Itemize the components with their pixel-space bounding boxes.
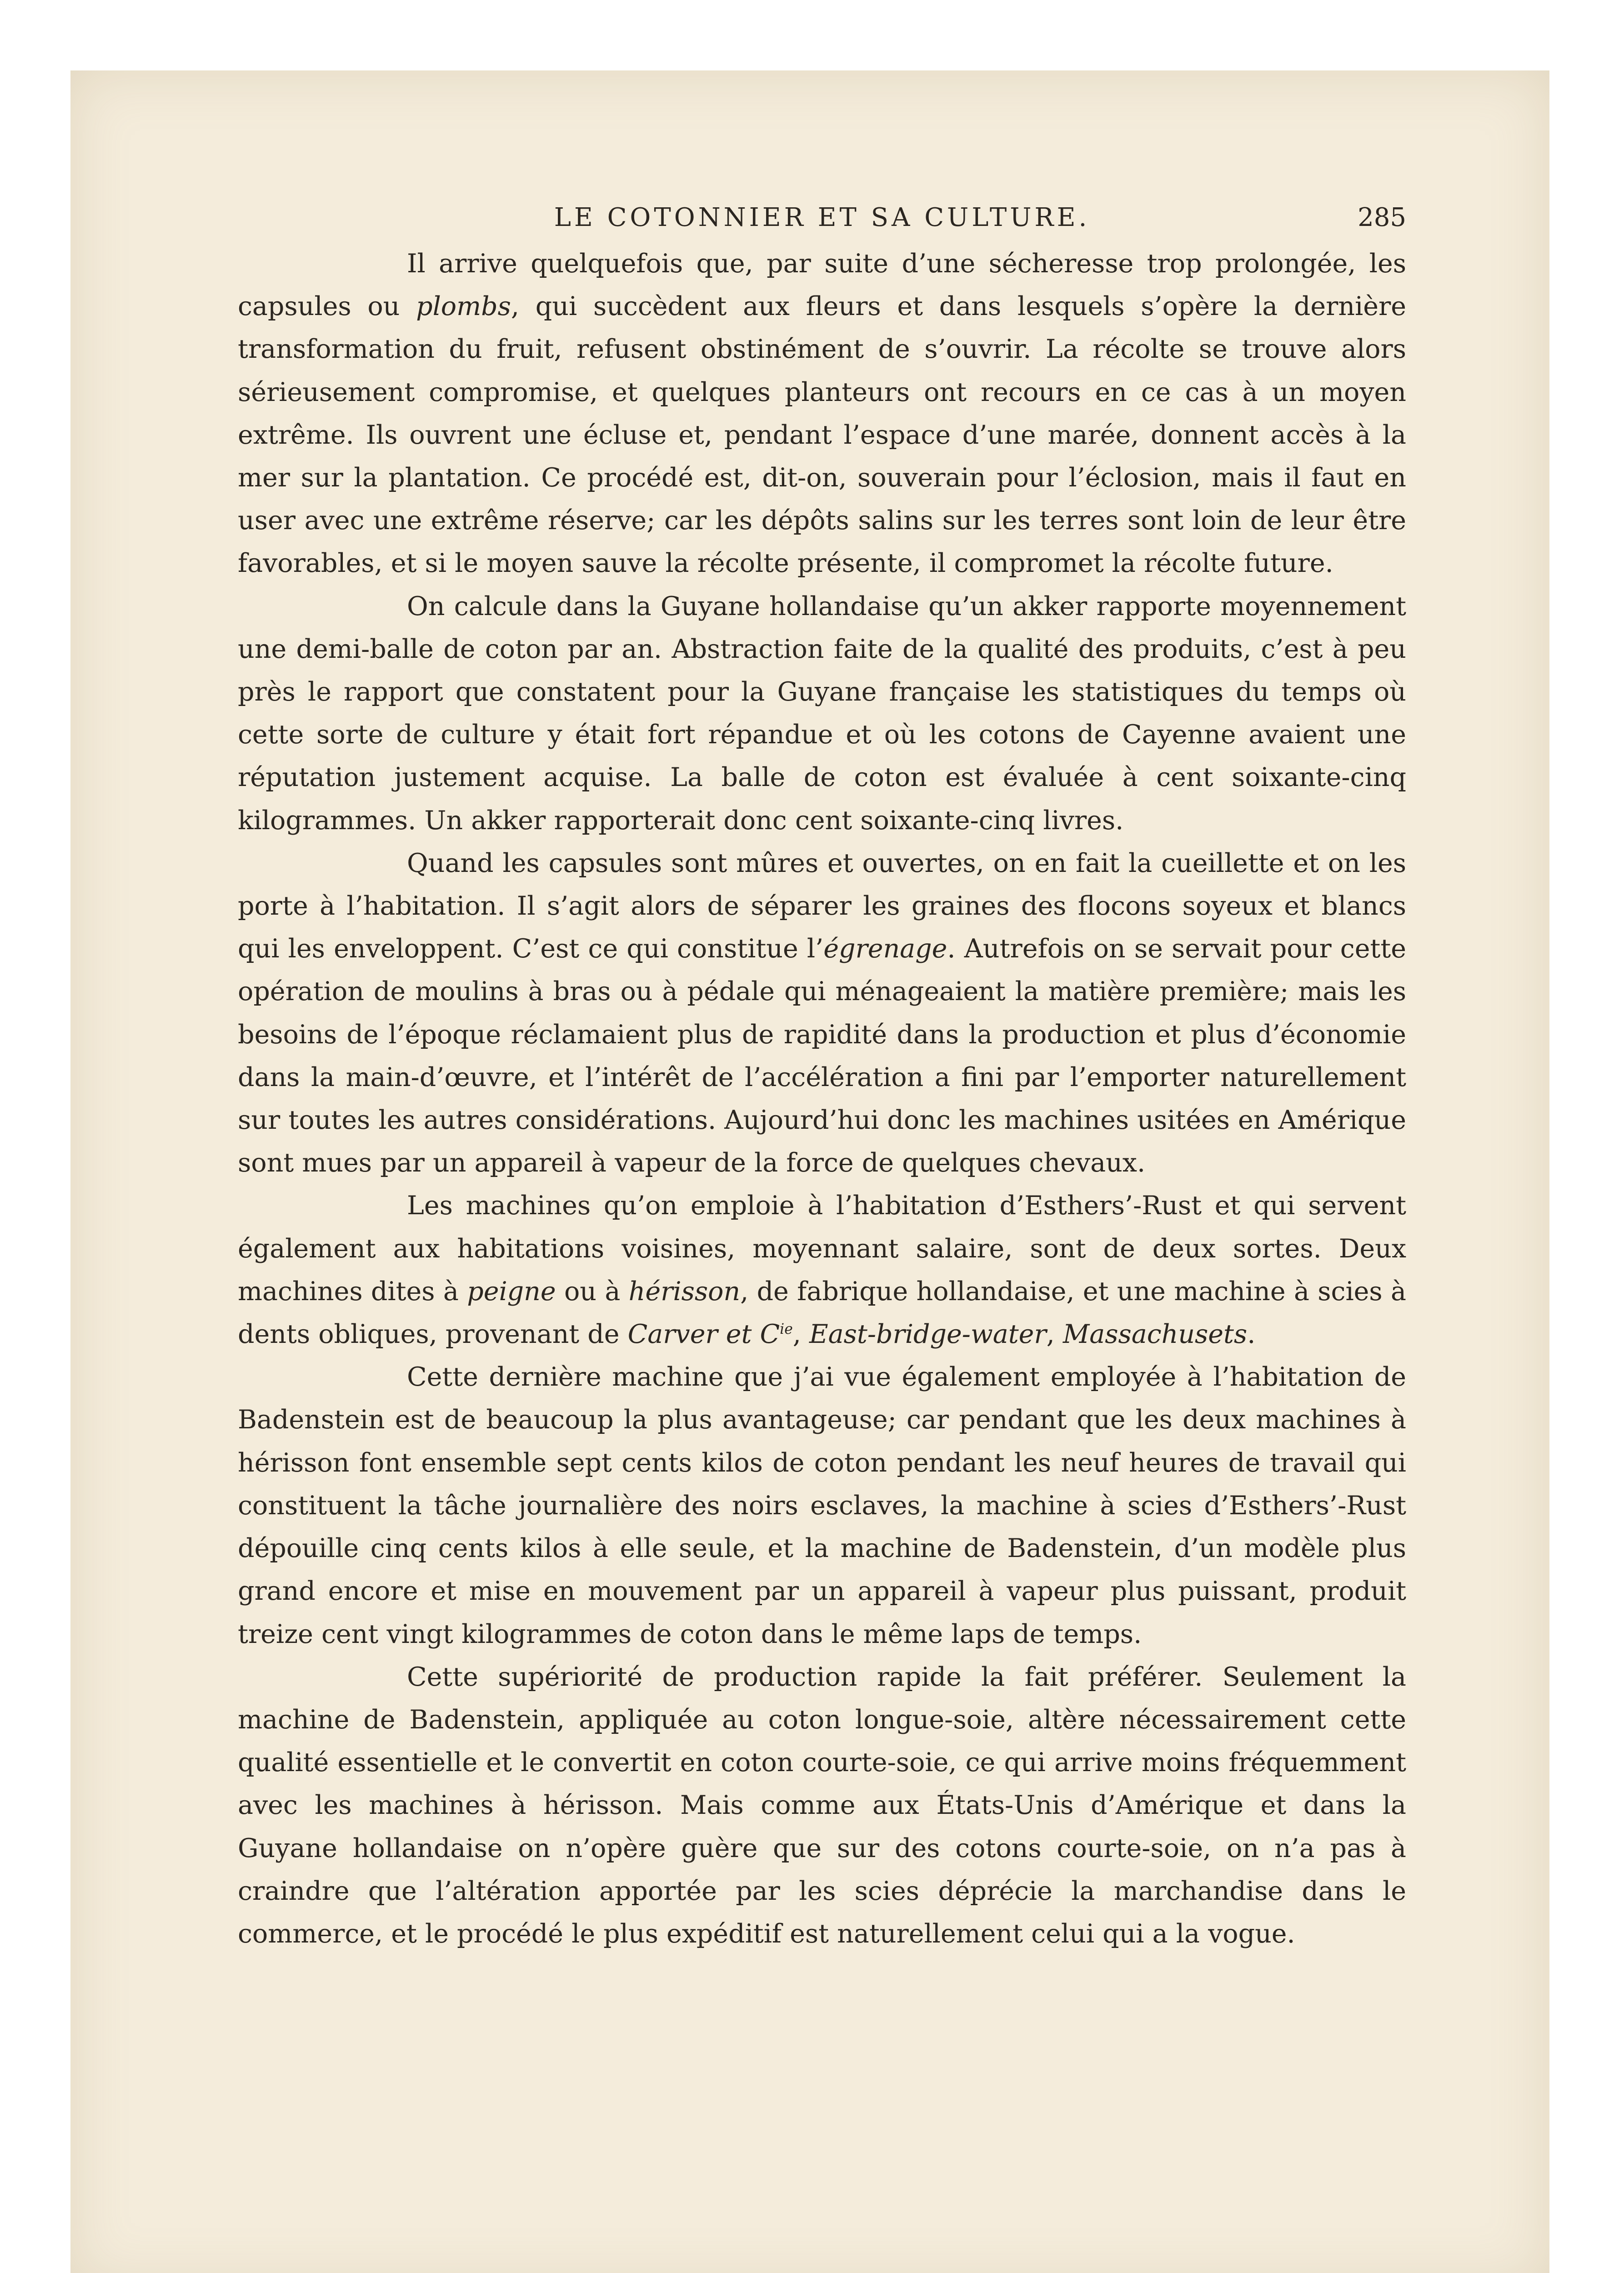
italic-place: East-bridge-water — [809, 1319, 1047, 1350]
italic-place: Massachusets — [1063, 1319, 1248, 1350]
book-page — [70, 70, 1549, 2273]
paragraph-4: Les machines qu’on emploie à l’habitation d’Esthers’-Rust et qui servent également aux habitations voisines, moyennant salaire, sont de deux sortes. Deux machines dites à peigne ou à hérisson, de fabrique hollandaise, et une machine à scies à dents obliques, provenant de Carver et $C^{ie}$, East-bridge-water, Massachusets. — [238, 1191, 1406, 1350]
paragraph-3: Quand les capsules sont mûres et ouvertes, on en fait la cueillette et on les porte à l’habitation. Il s’agit alors de séparer les graines des flocons soyeux et blancs qui les enveloppent. C’est ce qui constitue l’égrenage. Autrefois on se servait pour cette opération de moulins à bras ou à pédale qui ménageaient la matière première; mais les besoins de l’époque réclamaient plus de rapidité dans la production et plus d’économie dans la main-d’œuvre, et l’intérêt de l’accélération a fini par l’emporter naturellement sur toutes les autres considérations. Aujourd’hui donc les machines usitées en Amérique sont mues par un appareil à vapeur de la force de quelques chevaux. — [238, 848, 1406, 1178]
italic-term: peigne — [467, 1276, 556, 1307]
page-number: 285 — [1358, 203, 1406, 232]
running-title: LE COTONNIER ET SA CULTURE. — [554, 203, 1090, 232]
paragraph-1: Il arrive quelquefois que, par suite d’une sécheresse trop prolongée, les capsules ou plombs, qui succèdent aux fleurs et dans lesquels s’opère la dernière transformation du fruit, refusent obstinément de s’ouvrir. La récolte se trouve alors sérieusement compromise, et quelques planteurs ont recours en ce cas à un moyen extrême. Ils ouvrent une écluse et, pendant l’espace d’une marée, donnent accès à la mer sur la plantation. Ce procédé est, dit-on, souverain pour l’éclosion, mais il faut en user avec une extrême réserve; car les dépôts salins sur les terres sont loin de leur être favorables, et si le moyen sauve la récolte présente, il compromet la récolte future. — [238, 249, 1406, 579]
italic-term: égrenage — [823, 934, 947, 964]
running-head — [238, 193, 1406, 242]
italic-term: hérisson — [628, 1276, 741, 1307]
page-text — [238, 193, 1406, 1955]
paragraph-6: Cette supériorité de production rapide la fait préférer. Seulement la machine de Badenstein, appliquée au coton longue-soie, altère nécessairement cette qualité essentielle et le convertit en coton courte-soie, ce qui arrive moins fréquemment avec les machines à hérisson. Mais comme aux États-Unis d’Amérique et dans la Guyane hollandaise on n’opère guère que sur des cotons courte-soie, on n’a pas à craindre que l’altération apportée par les scies déprécie la marchandise dans le commerce, et le procédé le plus expéditif est naturellement celui qui a la vogue. — [238, 1662, 1406, 1949]
paragraph-2: On calcule dans la Guyane hollandaise qu’un akker rapporte moyennement une demi-balle de coton par an. Abstraction faite de la qualité des produits, c’est à peu près le rapport que constatent pour la Guyane française les statistiques du temps où cette sorte de culture y était fort répandue et où les cotons de Cayenne avaient une réputation justement acquise. La balle de coton est évaluée à cent soixante-cinq kilogrammes. Un akker rapporterait donc cent soixante-cinq livres. — [238, 591, 1406, 836]
italic-term: plombs — [416, 291, 511, 322]
italic-manufacturer: Carver et $C^{ie}$ — [627, 1319, 793, 1350]
paragraph-5: Cette dernière machine que j’ai vue également employée à l’habitation de Badenstein est de beaucoup la plus avantageuse; car pendant que les deux machines à hérisson font ensemble sept cents kilos de coton pendant les neuf heures de travail qui constituent la tâche journalière des noirs esclaves, la machine à scies d’Esthers’-Rust dépouille cinq cents kilos à elle seule, et la machine de Badenstein, d’un modèle plus grand encore et mise en mouvement par un appareil à vapeur plus puissant, produit treize cent vingt kilogrammes de coton dans le même laps de temps. — [238, 1362, 1406, 1649]
